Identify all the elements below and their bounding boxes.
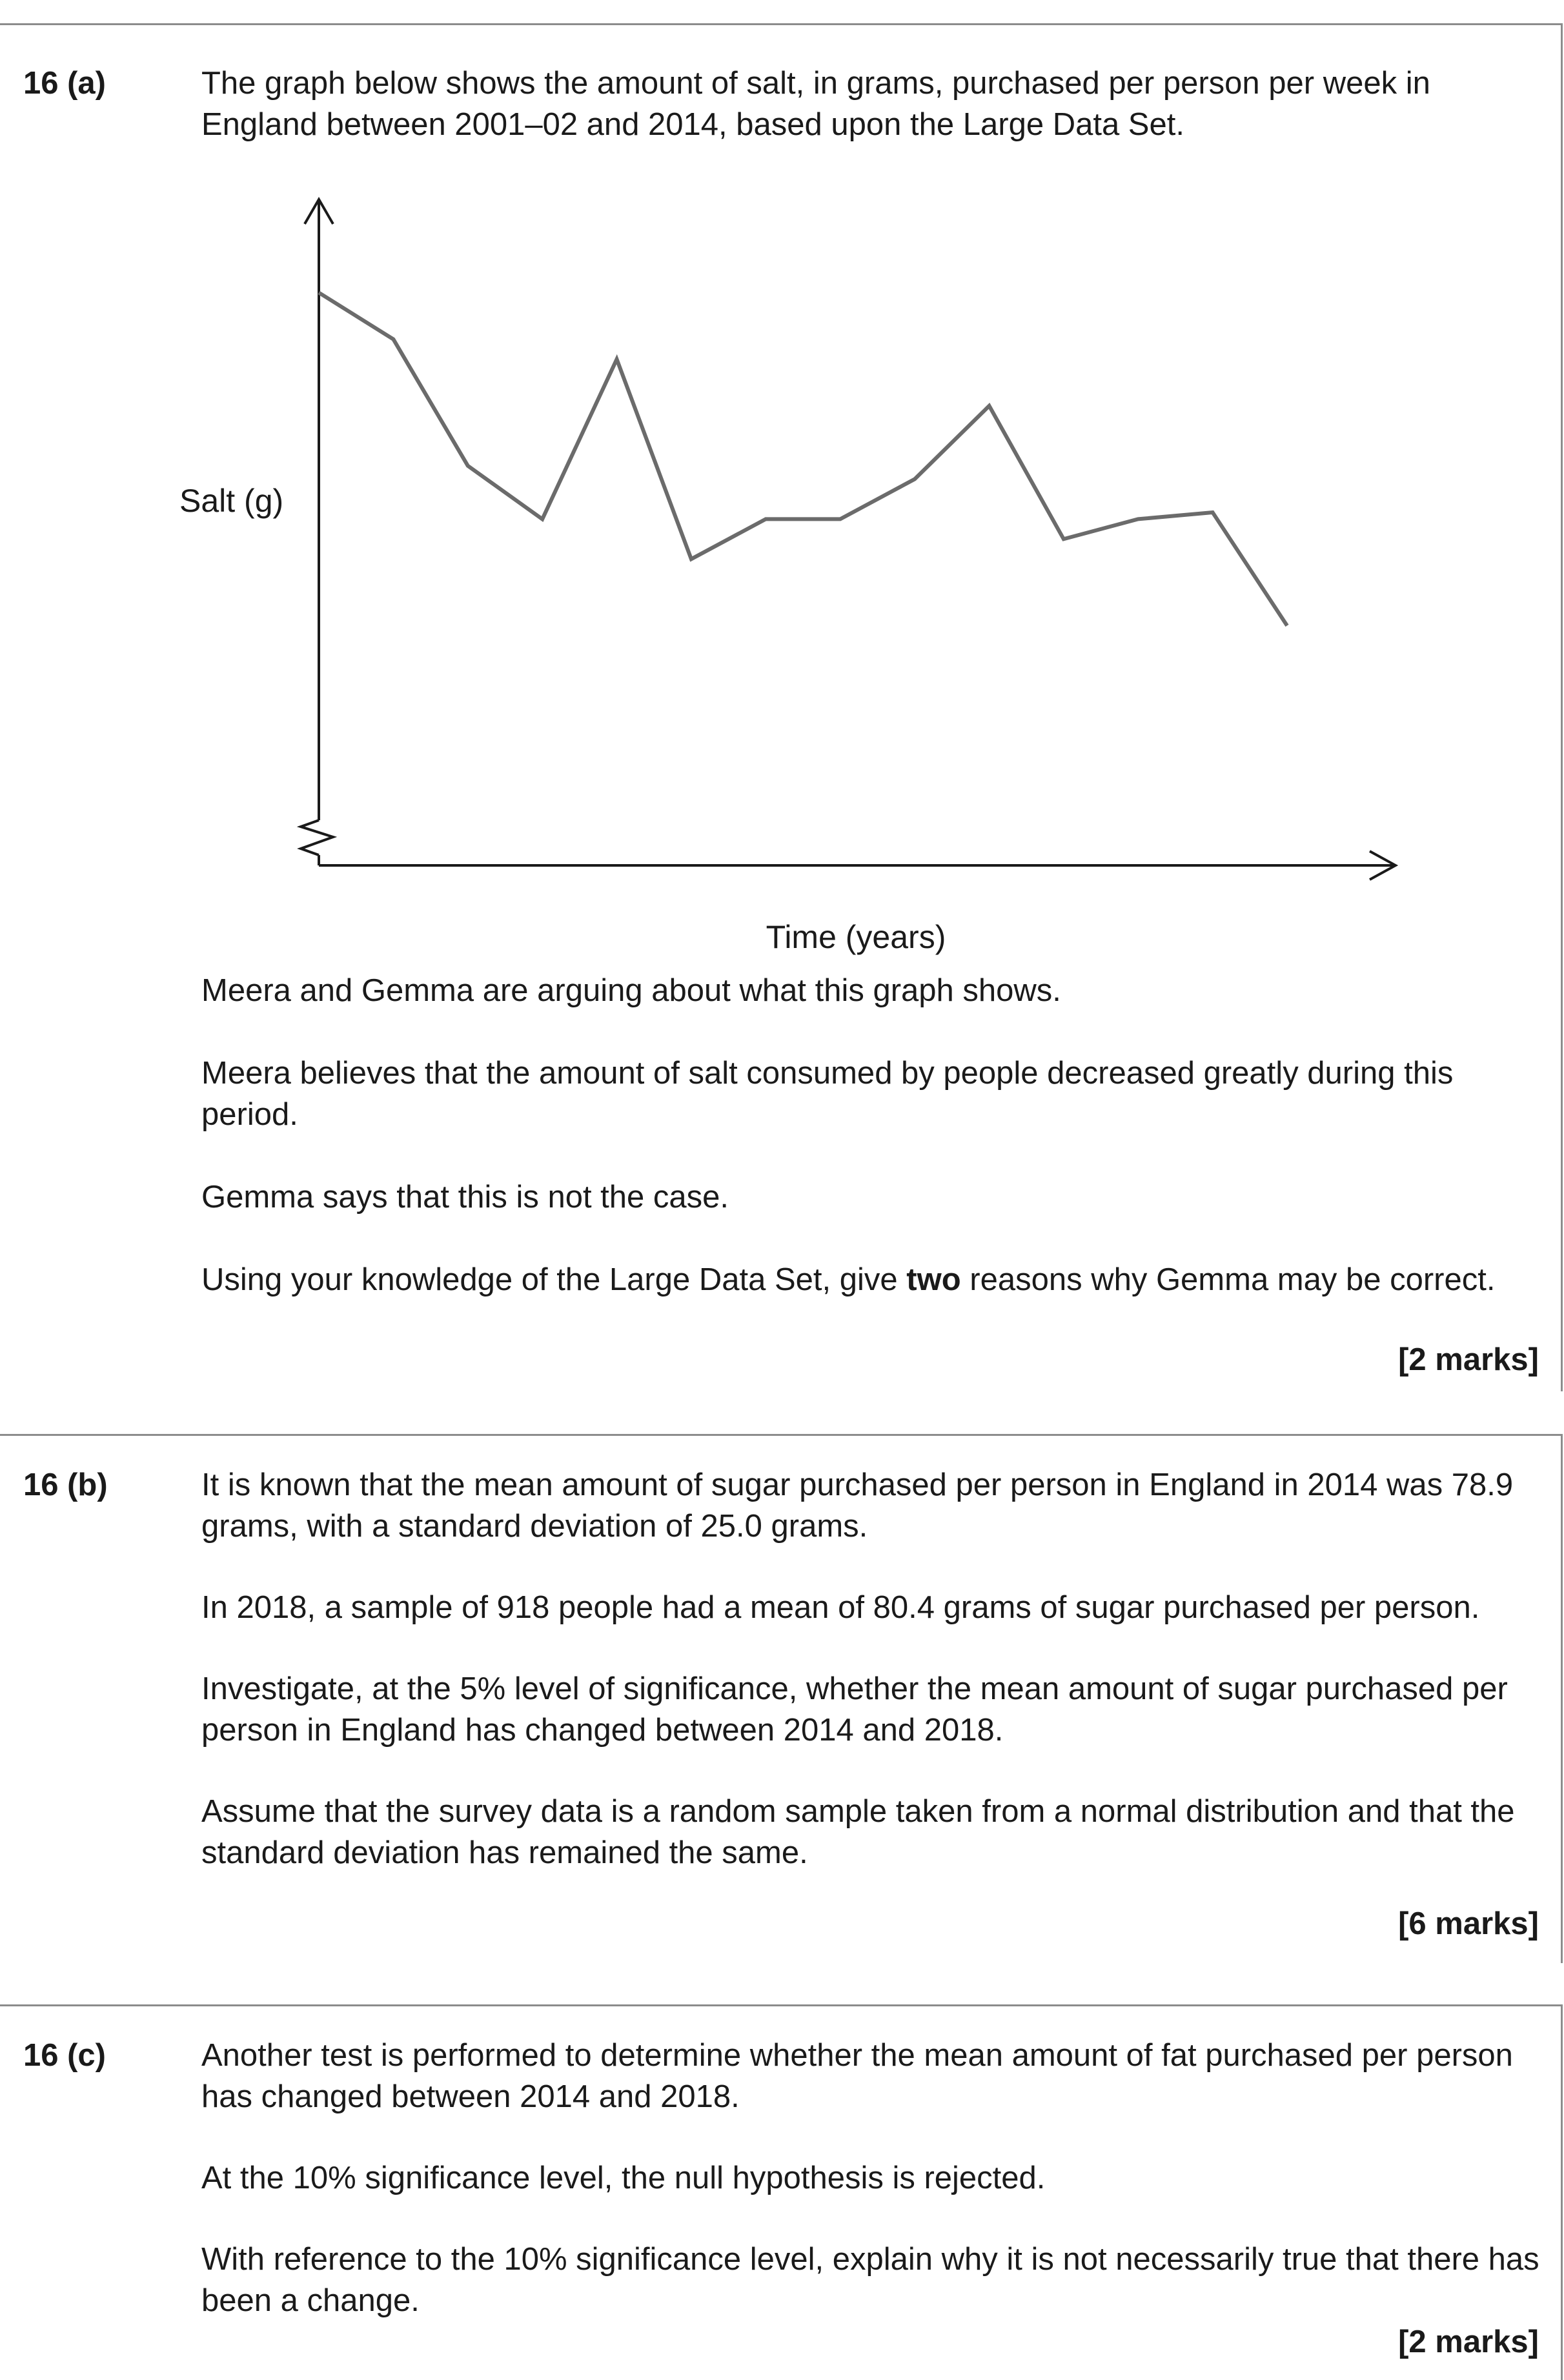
paragraph-4: Assume that the survey data is a random sample taken from a normal distribution and that the standard deviation has remained the same. (201, 1794, 1515, 1870)
question-intro (201, 63, 1544, 145)
marks-label: [2 marks] (1398, 2325, 1539, 2359)
paragraph-3: Investigate, at the 5% level of significance, whether the mean amount of sugar purchased per person in England has changed between 2014 and 2018. (201, 1671, 1508, 1748)
paragraph-1: It is known that the mean amount of sugar purchased per person in England in 2014 was 78.9 grams, with a standard deviation of 25.0 grams. (201, 1467, 1514, 1544)
marks-label: [2 marks] (1398, 1342, 1539, 1377)
paragraph-3: Gemma says that this is not the case. (201, 1180, 729, 1215)
question-16b-box (0, 1434, 1563, 1963)
paragraph-1: Meera and Gemma are arguing about what this graph shows. (201, 973, 1061, 1008)
question-number: 16 (c) (23, 2038, 107, 2073)
salt-series-line (319, 293, 1287, 626)
marks-label: [6 marks] (1398, 1906, 1539, 1941)
paragraph-2: At the 10% significance level, the null hypothesis is rejected. (201, 2161, 1046, 2195)
salt-line-chart (0, 180, 1564, 1006)
intro-text: The graph below shows the amount of salt, in grams, purchased per person per week in England between 2001–02 and 2014, based upon the Large Data Set. (201, 66, 1430, 142)
question-number: 16 (a) (23, 66, 107, 101)
y-axis-break (301, 820, 333, 855)
y-axis-label: Salt (g) (179, 483, 284, 519)
x-axis-label: Time (years) (766, 919, 946, 955)
paragraph-4-bold: two (906, 1262, 961, 1297)
paragraph-1: Another test is performed to determine whether the mean amount of fat purchased per person has changed between 2014 and 2018. (201, 2038, 1513, 2114)
question-body (201, 970, 1544, 1300)
paragraph-3: With reference to the 10% significance level, explain why it is not necessarily true that there has been a change. (201, 2242, 1539, 2318)
paragraph-2: In 2018, a sample of 918 people had a mean of 80.4 grams of sugar purchased per person. (201, 1590, 1480, 1625)
paragraph-4-start: Using your knowledge of the Large Data Set, give (201, 1262, 907, 1297)
question-body (201, 2035, 1544, 2321)
question-number: 16 (b) (23, 1467, 108, 1502)
paragraph-2: Meera believes that the amount of salt consumed by people decreased greatly during this period. (201, 1056, 1454, 1132)
question-body (201, 1464, 1544, 1873)
paragraph-4 (201, 1259, 1544, 1300)
paragraph-4-end: reasons why Gemma may be correct. (960, 1262, 1496, 1297)
question-16a-box (0, 23, 1563, 1391)
question-16c-box (0, 2004, 1563, 2380)
